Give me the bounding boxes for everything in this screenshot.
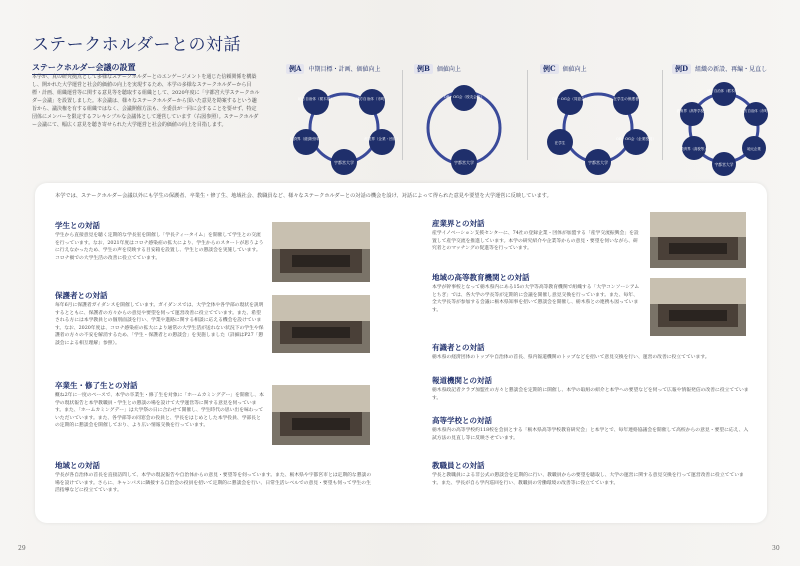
staff-text: 学長と教職員による非公式の懇談会を定期的に行い、教職員からの要望を聴取し、大学の運営に関する意見交換を行って運営改善に役立てています。また、学長が自ら学内巡回を行い、教職員の労働環境の改善等に役立てています。 (432, 473, 744, 486)
example-b-node-1: 宇都宮大学 (454, 160, 474, 165)
page-number-right: 30 (772, 545, 780, 552)
example-a-label: 中期目標・計画、価値向上 (308, 66, 381, 73)
example-a-node-1: 地方自治体（市町） (355, 97, 389, 101)
example-b-label: 価値向上 (436, 66, 461, 73)
parents-heading: 保護者との対話 (55, 291, 108, 300)
experts-heading: 有識者との対話 (432, 343, 485, 352)
example-c-diagram (540, 64, 660, 174)
example-a-node-3: 宇都宮大学 (334, 160, 354, 165)
page-title: ステークホルダーとの対話 (32, 35, 241, 55)
industry-photo (650, 212, 746, 268)
example-d-diagram (672, 64, 792, 174)
section-title: ステークホルダー会議の設置 (32, 62, 136, 75)
alumni-heading: 卒業生・修了生との対話 (55, 381, 138, 390)
parents-photo (272, 295, 370, 353)
intro-text: 本学が、真の研究拠点として多様なステークホルダーとのエンゲージメントを通じた信頼関係を構築し、開かれた大学運営と社会的価値の向上を実現するため、本学の多様なステークホルダーから目標・計画、組織運営等に関する意見等を聴取する組織として、2020年度に「宇都宮大学ステークホルダー会議」を設置しました。本会議は、様々なステークホルダーから頂いた意見を勘案するという趣旨から、議決権を有する組織ではなく、会議開催方法も、全委員が一同に会することを要せず、特定団体にメンバーを限定するフレキシブルな会議体として運営しています（右図参照）。ステークホルダー会議にて、幅広く意見を聴き寄せられた大学運営と社会的価値の向上を目指します。 (32, 74, 260, 128)
example-b-diagram (414, 64, 534, 174)
example-c-network (540, 76, 660, 176)
staff-heading: 教職員との対話 (432, 461, 485, 470)
example-c-node-1: 在学生の保護者 (613, 97, 639, 101)
students-heading: 学生との対話 (55, 221, 100, 230)
lead-text: 本学では、ステークホルダー会議以外にも学生の保護者、卒業生・修了生、地域社会、教職員など、様々なステークホルダーとの対話の機会を設け、対話によって得られた意見や要望を大学運営に反映しています。 (55, 193, 552, 199)
higher-ed-text: 本学が幹事校となって栃木県内にある15の大学等高等教育機関で組織する「大学コンソーシアムとちぎ」では、各大学の学長等が定期的に会議を開催し意見交換を行っています。また、毎年、全大学長等が参加する会議に栃木県知事を招いて懇談会を開催し、栃木県との連携も図っています。 (432, 285, 640, 313)
students-photo (272, 222, 370, 282)
example-d-node-1: 地方自治体（市町） (740, 109, 772, 113)
divider (527, 70, 528, 160)
media-heading: 報道機関との対話 (432, 376, 492, 385)
industry-text: 産学イノベーション支援センターに、74社の登録企業・団体が加盟する「産学交流振興会」を設置して産学交流を推進しています。本学の研究紹介や企業等からの意見・要望を伺いながら、研究者とのマッチングの促進等を行っています。 (432, 231, 639, 251)
industry-heading: 産業界との対話 (432, 219, 485, 228)
higher-ed-heading: 地域の高等教育機関との対話 (432, 273, 530, 282)
example-b-tag: 例B (414, 64, 433, 74)
example-d-network (672, 76, 782, 176)
experts-text: 栃木県の経済団体のトップや自治体の首長、県内報道機関のトップなどを招いて意見交換を行い、運営の改善に役立てています。 (432, 355, 710, 360)
students-text: 学生から直接意見を聴く定期的な学長室を開催し「学長ティータイム」を開催して学生との交流を行っています。なお、2021年度はコロナ感染症の拡大により、学生からのスタートが思うように行えなかったため、学生の声を反映する目安箱を設置し、学生との懇談会を実施しています。コロナ禍での大学生活の改善に役立てています。 (55, 233, 264, 261)
example-a-node-4: 経済界（経済団体） (289, 137, 323, 141)
highschool-text: 栃木県内の高等学校約118校を会員とする「栃木県高等学校教育研究会」と本学とで、毎年連絡協議会を開催して高校からの意見・要望に応え、入試方法の見直し等に反映させています。 (432, 428, 749, 441)
example-c-label: 価値向上 (562, 66, 587, 73)
example-d-node-2: 地元企業 (747, 147, 761, 151)
media-text: 栃木県政記者クラブ加盟社の方々と懇談会を定期的に開催し、本学の取組の紹介と本学への要望などを伺って広報や情報発信の改善に役立てています。 (432, 388, 749, 401)
divider (402, 70, 403, 160)
example-d-tag: 例D (672, 64, 691, 74)
example-c-node-2: OB・OG会（企業役員） (615, 137, 657, 141)
alumni-text: 概ね2年に一度のペースで、本学の卒業生・修了生を対象に「ホームカミングデー」を開催し、本学の現状報告と本学教職員・学生との懇談の場を設けて大学運営等に関する意見を伺っています。また、「ホームカミングデー」は大学祭の日に合わせて開催し、学生時代の思い出を味わっていただいています。また、各学部等の同窓会の役員と、学長をはじめとした本学役員、学部長との定期的に懇談会を開催しており、より広い情報交換を行っています。 (55, 393, 264, 428)
example-d-node-0: 地方自治体（栃木県） (707, 89, 741, 93)
example-a-network (286, 76, 406, 176)
community-heading: 地域との対話 (55, 461, 100, 470)
example-d-node-3: 宇都宮大学 (714, 162, 734, 167)
example-d-node-4: 教育界（高校等） (680, 147, 708, 151)
parents-text: 毎年6月に保護者ガイダンスを開催しています。ガイダンスでは、大学全体や各学部の現状を説明するとともに、保護者の方々からの意見や要望を伺って運営改善に役立てています。また、希望される方には本学教員との個別面談を行い、学業や進路に関する相談に応える機会を設けています。なお、2020年度は、コロナ感染症の拡大により通常の大学生活が送れない状況下の学生や保護者の方々の不安を解消するため、「学生・保護者との懇談会」を実施しました（詳細はP27「懇談会による相互理解」参照）。 (55, 303, 264, 346)
page-number-left: 29 (18, 545, 26, 552)
example-a-diagram (286, 64, 406, 174)
example-a-tag: 例A (286, 64, 304, 74)
community-text: 学長が各自治体の首長を直接訪問して、本学の現況報告や自治体からの意見・要望等を伺っています。また、栃木県や宇都宮市とは定期的な懇談の場を設けています。さらに、キャンパスに隣接する自治会の役員を招いて定期的に懇談会を行い、日常生活レベルでの意見・要望も伺って学生の生活指導などに役立てています。 (55, 473, 372, 493)
higher-ed-photo (650, 278, 746, 336)
alumni-photo (272, 385, 370, 445)
highschool-heading: 高等学校との対話 (432, 416, 492, 425)
example-a-node-0: 地方自治体（栃木県） (298, 97, 334, 101)
example-c-node-4: 在学生 (554, 141, 566, 145)
example-d-node-5: 教育界（高等学校） (676, 109, 708, 113)
example-b-node-0: OB・OG会（校友会等） (443, 95, 485, 99)
divider (662, 70, 663, 160)
example-b-network (414, 76, 524, 176)
example-c-node-3: 宇都宮大学 (588, 160, 608, 165)
example-c-tag: 例C (540, 64, 559, 74)
example-a-node-2: 産業界（企業・団体） (364, 137, 400, 141)
example-c-node-0: OB・OG会（同窓会） (551, 97, 589, 101)
example-d-label: 組織の新設、再編・見直し (695, 66, 768, 73)
